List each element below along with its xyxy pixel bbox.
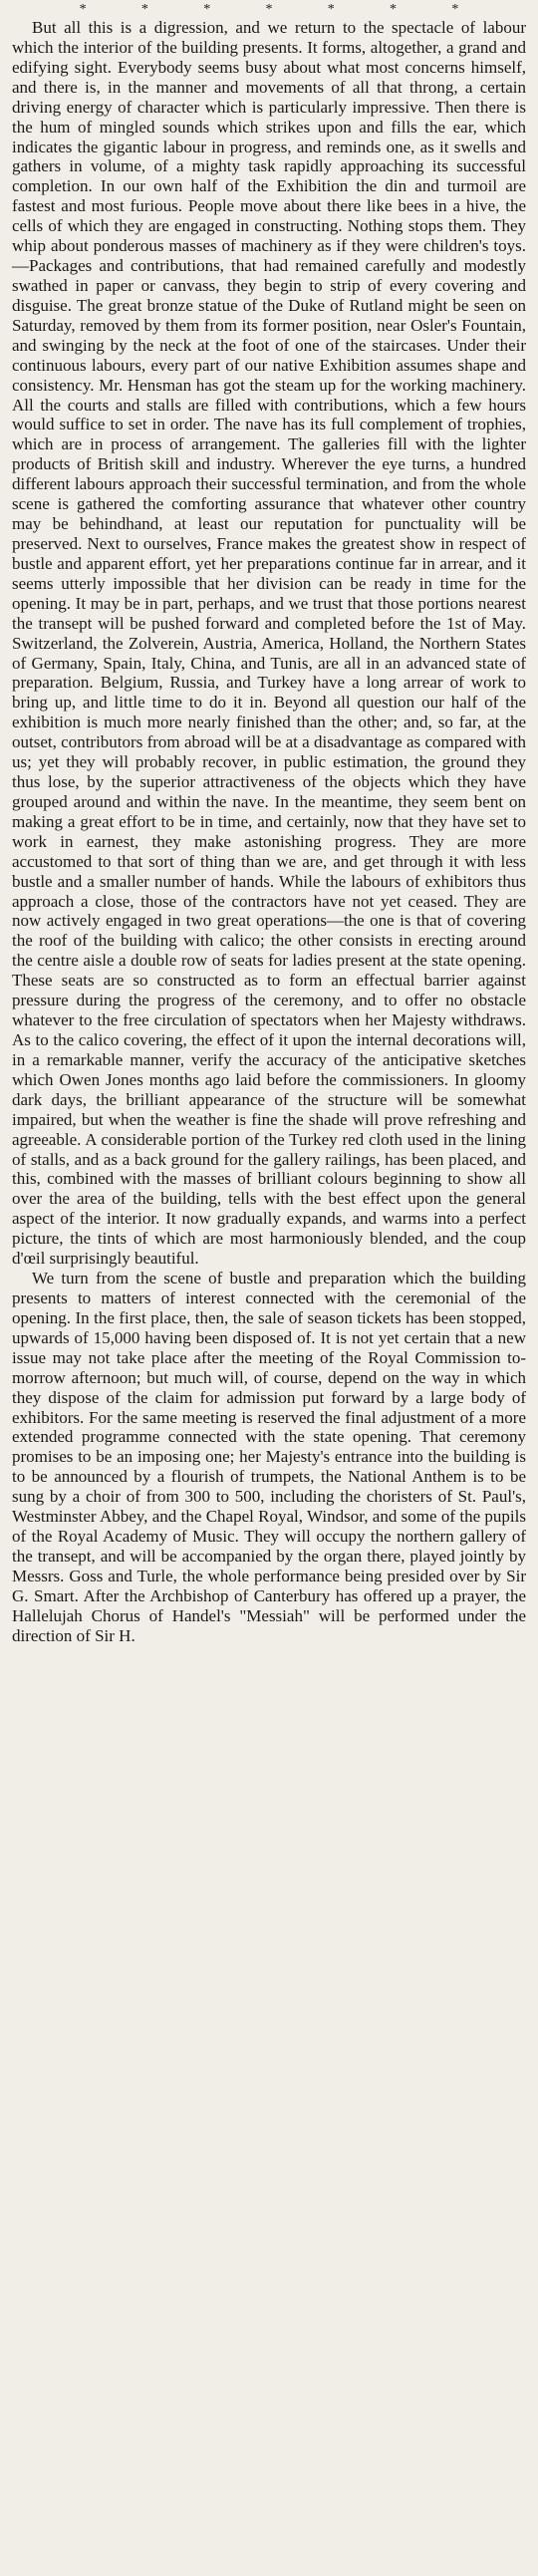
separator-star: * [390,2,398,17]
separator-star: * [79,2,87,17]
article-paragraph: But all this is a digression, and we return to the spectacle of labour which the interior of the building presents. It forms, altogether, a grand and edifying sight. Everybody seems busy about what most concerns himself, and there is, in the manner and movements of all that throng, a certain driving energy of character which is particularly impressive. Then there is the hum of mingled sounds which strikes upon and fills the ear, which indicates the gigantic labour in progress, and reminds one, as it swells and gathers in volume, of a mighty task rapidly approaching its successful completion. In our own half of the Exhibition the din and turmoil are fastest and most furious. People move about there like bees in a hive, the cells of which they are engaged in constructing. Nothing stops them. They whip about ponderous masses of machinery as if they were children's toys.—Packages and contributions, that had remained carefully and modestly swathed in paper or canvass, they begin to strip of every covering and disguise. The great bronze statue of the Duke of Rutland might be seen on Saturday, removed by them from its former position, near Osler's Fountain, and swinging by the neck at the foot of one of the staircases. Under their continuous labours, every part of our native Exhibition assumes shape and consistency. Mr. Hensman has got the steam up for the working machinery. All the courts and stalls are filled with contributions, which a few hours would suffice to set in order. The nave has its full complement of trophies, which are in process of arrangement. The galleries fill with the lighter products of British skill and industry. Wherever the eye turns, a hundred different labours approach their successful termination, and from the whole scene is gathered the comforting assurance that whatever other country may be behindhand, at least our reputation for punctuality will be preserved. Next to ourselves, France makes the greatest show in respect of bustle and apparent effort, yet her preparations continue far in arrear, and it seems utterly impossible that her division can be ready in time for the opening. It may be in part, perhaps, and we trust that those portions nearest the transept will be pushed forward and completed before the 1st of May. Switzerland, the Zolverein, Austria, America, Holland, the Northern States of Germany, Spain, Italy, China, and Tunis, are all in an advanced state of preparation. Belgium, Russia, and Turkey have a long arrear of work to bring up, and little time to do it in. Beyond all question our half of the exhibition is much more nearly finished than the other; and, so far, at the outset, contributors from abroad will be at a disadvantage as compared with us; yet they will probably recover, in public estimation, the ground they thus lose, by the superior attractiveness of the objects which they have grouped around and within the nave. In the meantime, they seem bent on making a great effort to be in time, and certainly, now that they have set to work in earnest, they make astonishing progress. They are more accustomed to that sort of thing than we are, and get through it with less bustle and a smaller number of hands. While the labours of exhibitors thus approach a close, those of the contractors have not yet ceased. They are now actively engaged in two great operations—the one is that of covering the roof of the building with calico; the other consists in erecting around the centre aisle a double row of seats for ladies present at the state opening. These seats are so constructed as to form an effectual barrier against pressure during the progress of the ceremony, and to offer no obstacle whatever to the free circulation of spectators when her Majesty withdraws. As to the calico covering, the effect of it upon the internal decorations will, in a remarkable manner, verify the accuracy of the anticipative sketches which Owen Jones months ago laid before the commissioners. In gloomy dark days, the brilliant appearance of the structure will be somewhat impaired, but when the weather is fine the shade will prove refreshing and agreeable. A considerable portion of the Turkey red cloth used in the lining of stalls, and as a back ground for the gallery railings, has been placed, and this, combined with the masses of brilliant colours beginning to show all over the area of the building, tells with the best effect upon the general aspect of the interior. It now gradually expands, and warms into a perfect picture, the tints of which are most harmoniously blended, and the coup d'œil surprisingly beautiful. [12,18,526,1269]
separator-star: * [451,2,459,17]
separator-star: * [203,2,211,17]
section-separator [12,2,526,18]
separator-star: * [327,2,335,17]
article-paragraph: We turn from the scene of bustle and preparation which the building presents to matters of interest connected with the ceremonial of the opening. In the first place, then, the sale of season tickets has been stopped, upwards of 15,000 having been disposed of. It is not yet certain that a new issue may not take place after the meeting of the Royal Commission to-morrow afternoon; but much will, of course, depend on the way in which they dispose of the claim for admission put forward by a large body of exhibitors. For the same meeting is reserved the final adjustment of a more extended programme connected with the state opening. That ceremony promises to be an imposing one; her Majesty's entrance into the building is to be announced by a flourish of trumpets, the National Anthem is to be sung by a choir of from 300 to 500, including the choristers of St. Paul's, Westminster Abbey, and the Chapel Royal, Windsor, and some of the pupils of the Royal Academy of Music. They will occupy the northern gallery of the transept, and will be accompanied by the organ there, played jointly by Messrs. Goss and Turle, the whole performance being presided over by Sir G. Smart. After the Archbishop of Canterbury has offered up a prayer, the Hallelujah Chorus of Handel's "Messiah" will be performed under the direction of Sir H. [12,1269,526,1645]
separator-star: * [265,2,273,17]
separator-star: * [140,2,148,17]
